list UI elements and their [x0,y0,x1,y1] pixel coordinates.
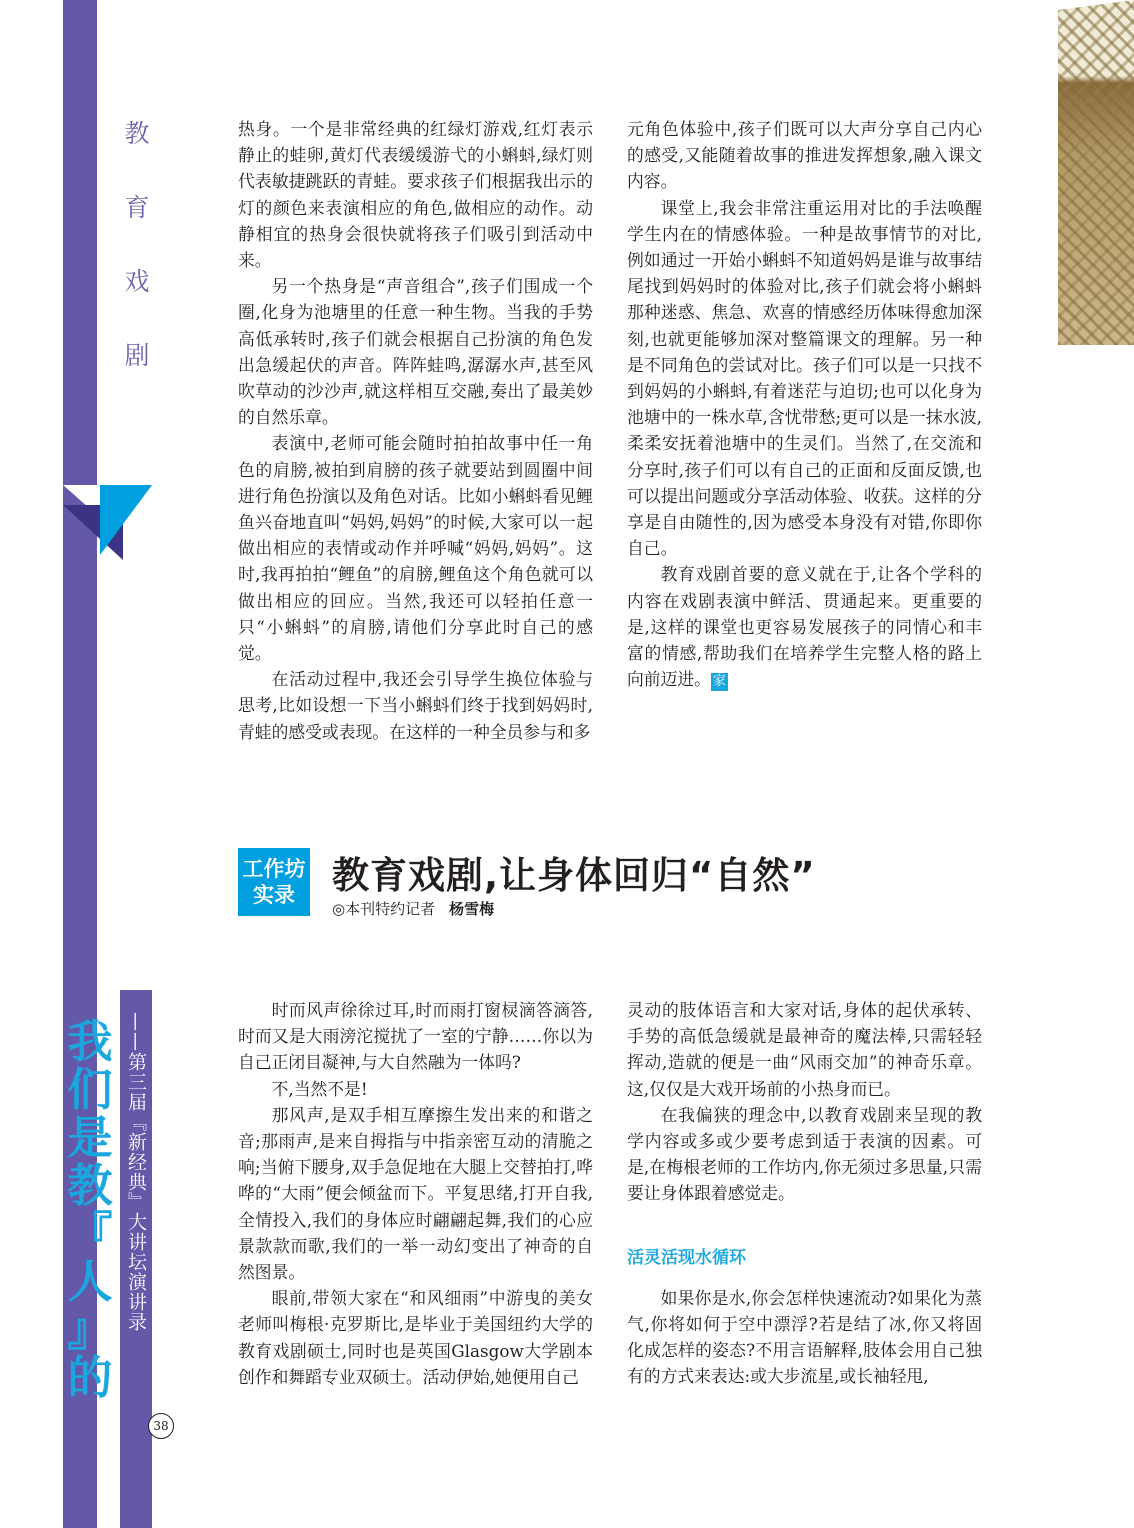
workshop-badge [238,848,310,916]
corner-photo [1058,0,1134,345]
paragraph: 热身。一个是非常经典的红绿灯游戏,红灯表示静止的蛙卵,黄灯代表缓缓游弋的小蝌蚪,绿灯则代表敏捷跳跃的青蛙。要求孩子们根据我出示的灯的颜色来表演相应的角色,做相应的动作。动静相宜的热身会很快就将孩子们吸引到活动中来。 [238,119,593,271]
series-title-char: 是 [67,1111,113,1164]
section-title-char: 教 [124,119,150,148]
column-4 [627,997,982,1390]
series-title-char: 『 [67,1207,113,1260]
end-mark-icon: 家 [712,674,726,690]
paragraph: 时而风声徐徐过耳,时而雨打窗棂滴答滴答,时而又是大雨滂沱搅扰了一室的宁静……你以为自己正闭目凝神,与大自然融为一体吗? [238,1000,593,1073]
series-title-char: 』 [67,1303,113,1356]
series-title-char: 的 [67,1351,113,1404]
paragraph: 课堂上,我会非常注重运用对比的手法唤醒学生内在的情感体验。一种是故事情节的对比,例如通过一开始小蝌蚪不知道妈妈是谁与故事结尾找到妈妈时的体验对比,孩子们就会将小蝌蚪那种迷惑、焦急、欢喜的情感经历体味得愈加深刻,也就更能够加深对整篇课文的理解。另一种是不同角色的尝试对比。孩子们可以是一只找不到妈妈的小蝌蚪,有着迷茫与迫切;也可以化身为池塘中的一株水草,含忧带愁;更可以是一抹水波,柔柔安抚着池塘中的生灵们。当然了,在交流和分享时,孩子们可以有自己的正面和反面反馈,也可以提出问题或分享活动体验、收获。这样的分享是自由随性的,因为感受本身没有对错,你即你自己。 [627,197,982,559]
paragraph: 在我偏狭的理念中,以教育戏剧来呈现的教学内容或多或少要考虑到适于表演的因素。可是,在梅根老师的工作坊内,你无须过多思量,只需要让身体跟着感觉走。 [627,1104,982,1204]
paragraph: 另一个热身是“声音组合”,孩子们围成一个圈,化身为池塘里的任意一种生物。当我的手势高低承转时,孩子们就会根据自己扮演的角色发出急缓起伏的声音。阵阵蛙鸣,潺潺水声,甚至风吹草动的沙沙声,就这样相互交融,奏出了最美妙的自然乐章。 [238,276,593,428]
paragraph: 如果你是水,你会怎样快速流动?如果化为蒸气,你将如何于空中漂浮?若是结了冰,你又将固化成怎样的姿态?不用言语解释,肢体会用自己独有的方式来表达:或大步流星,或长袖轻甩, [627,1287,982,1387]
section-title-vertical [120,112,154,408]
column-1 [238,116,593,745]
series-title-vertical [64,1015,116,1404]
series-title-char: 们 [67,1063,113,1116]
paragraph: 元角色体验中,孩子们既可以大声分享自己内心的感受,又能随着故事的推进发挥想象,融入课文内容。 [627,119,982,192]
paragraph: 那风声,是双手相互摩擦生发出来的和谐之音;那雨声,是来自拇指与中指亲密互动的清脆之响;当俯下腰身,双手急促地在大腿上交替拍打,哗哗的“大雨”便会倾盆而下。平复思绪,打开自我,全情投入,我们的身体应时翩翩起舞,我们的心应景款款而歌,我们的一举一动幻变出了神奇的自然图景。 [238,1104,593,1283]
byline-author: 杨雪梅 [449,900,495,918]
paragraph: 灵动的肢体语言和大家对话,身体的起伏承转、手势的高低急缓就是最神奇的魔法棒,只需轻轻挥动,造就的便是一曲“风雨交加”的神奇乐章。这,仅仅是大戏开场前的小热身而已。 [627,1000,982,1099]
series-title-char: 人 [67,1255,113,1308]
series-title-char: 我 [67,1015,113,1068]
series-subtitle: ——第三届『新经典』大讲坛演讲录 [125,1012,147,1332]
paragraph-text: 教育戏剧首要的意义就在于,让各个学科的内容在戏剧表演中鲜活、贯通起来。更重要的是,这样的课堂也更容易发展孩子的同情心和丰富的情感,帮助我们在培养学生完整人格的路上向前迈进。 [627,564,982,690]
article-title: 教育戏剧,让身体回归“自然” [332,854,816,897]
section-title-char: 戏 [124,267,150,296]
paragraph: 表演中,老师可能会随时拍拍故事中任一角色的肩膀,被拍到肩膀的孩子就要站到圆圈中间进行角色扮演以及角色对话。比如小蝌蚪看见鲤鱼兴奋地直叫“妈妈,妈妈”的时候,大家可以一起做出相应的表情或动作并呼喊“妈妈,妈妈”。这时,我再拍拍“鲤鱼”的肩膀,鲤鱼这个角色就可以做出相应的回应。当然,我还可以轻拍任意一只“小蝌蚪”的肩膀,请他们分享此时自己的感觉。 [238,433,593,664]
badge-line: 实录 [253,882,295,907]
column-3 [238,997,593,1390]
series-title-char: 教 [67,1159,113,1212]
paragraph-last [627,561,982,692]
paragraph: 不,当然不是! [271,1078,368,1099]
page-number: 38 [148,1413,174,1439]
section-title-char: 育 [124,193,150,222]
byline [332,898,494,919]
badge-line: 工作坊 [242,856,306,881]
byline-label: ◎本刊特约记者 [332,900,436,918]
paragraph: 眼前,带领大家在“和风细雨”中游曳的美女老师叫梅根·克罗斯比,是毕业于美国纽约大学的教育戏剧硕士,同时也是英国Glasgow大学剧本创作和舞蹈专业双硕士。活动伊始,她便用自己 [238,1288,593,1387]
subheading: 活灵活现水循环 [627,1247,746,1268]
column-2 [627,116,982,692]
paragraph: 在活动过程中,我还会引导学生换位体验与思考,比如设想一下当小蝌蚪们终于找到妈妈时,青蛙的感受或表现。在这样的一种全员参与和多 [238,669,593,742]
sidebar-cyan-triangle [100,485,152,555]
section-title-char: 剧 [124,341,150,370]
